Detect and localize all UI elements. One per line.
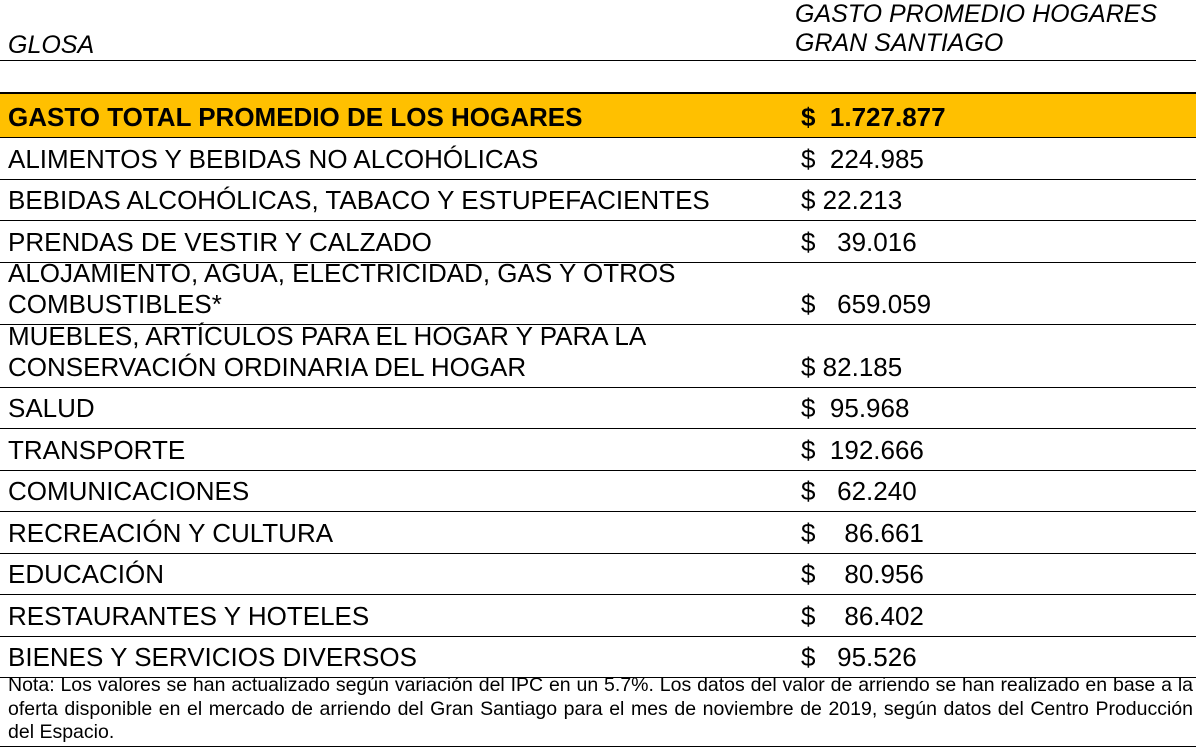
header-glosa: GLOSA <box>8 31 95 59</box>
row-amount: $ 95.526 <box>801 642 917 672</box>
header-gasto-line2: GRAN SANTIAGO <box>795 29 1004 57</box>
table-row <box>0 512 1196 554</box>
table-row <box>0 138 1196 180</box>
row-amount: $ 659.059 <box>801 289 932 319</box>
row-amount: $ 192.666 <box>801 434 924 465</box>
table-row <box>0 221 1196 263</box>
table-row <box>0 180 1196 222</box>
row-amount: $ 62.240 <box>801 476 917 506</box>
row-amount: $ 95.968 <box>801 393 910 423</box>
total-row <box>0 93 1196 138</box>
row-amount: $ 22.213 <box>801 185 903 215</box>
table-row <box>0 554 1196 596</box>
table-row <box>0 637 1196 679</box>
row-label: RESTAURANTES Y HOTELES <box>8 600 370 631</box>
row-amount: $ 80.956 <box>801 559 924 589</box>
footnote: Nota: Los valores se han actualizado según variación del IPC en un 5.7%. Los datos del valor de arriendo se han realizado en base a la oferta disponible en el mercado de arriendo del Gran Santiago para el mes de noviembre de 2019, según datos del Centro Producción del Espacio. <box>8 674 1193 743</box>
row-label: RECREACIÓN Y CULTURA <box>8 517 334 548</box>
table-row <box>0 595 1196 637</box>
row-label: BIENES Y SERVICIOS DIVERSOS <box>8 642 417 672</box>
row-label: TRANSPORTE <box>8 434 186 465</box>
table-row <box>0 320 1196 388</box>
row-amount: $ 224.985 <box>801 143 924 174</box>
row-label: EDUCACIÓN <box>8 559 165 589</box>
table-row <box>0 471 1196 513</box>
header-gasto <box>795 0 1157 58</box>
total-amount: $ 1.727.877 <box>801 102 946 132</box>
row-amount: $ 82.185 <box>801 351 903 382</box>
row-label: MUEBLES, ARTÍCULOS PARA EL HOGAR Y PARA LA CONSERVACIÓN ORDINARIA DEL HOGAR <box>8 320 645 382</box>
row-label: BEBIDAS ALCOHÓLICAS, TABACO Y ESTUPEFACIENTES <box>8 185 710 215</box>
empty-row <box>0 61 1196 93</box>
row-label: ALOJAMIENTO, AGUA, ELECTRICIDAD, GAS Y OTROS COMBUSTIBLES* <box>8 258 676 319</box>
bottom-border <box>0 746 1196 747</box>
row-label: COMUNICACIONES <box>8 476 250 506</box>
table-row <box>0 429 1196 471</box>
row-amount: $ 86.661 <box>801 517 924 548</box>
table-row <box>0 258 1196 326</box>
total-label: GASTO TOTAL PROMEDIO DE LOS HOGARES <box>8 102 583 132</box>
row-amount: $ 86.402 <box>801 600 924 631</box>
row-amount: $ 39.016 <box>801 226 917 257</box>
row-label: SALUD <box>8 393 95 423</box>
row-label: ALIMENTOS Y BEBIDAS NO ALCOHÓLICAS <box>8 143 539 174</box>
header-gasto-line1: GASTO PROMEDIO HOGARES <box>795 0 1158 28</box>
table-row <box>0 388 1196 430</box>
table-header <box>0 0 1196 61</box>
row-label: PRENDAS DE VESTIR Y CALZADO <box>8 226 432 257</box>
